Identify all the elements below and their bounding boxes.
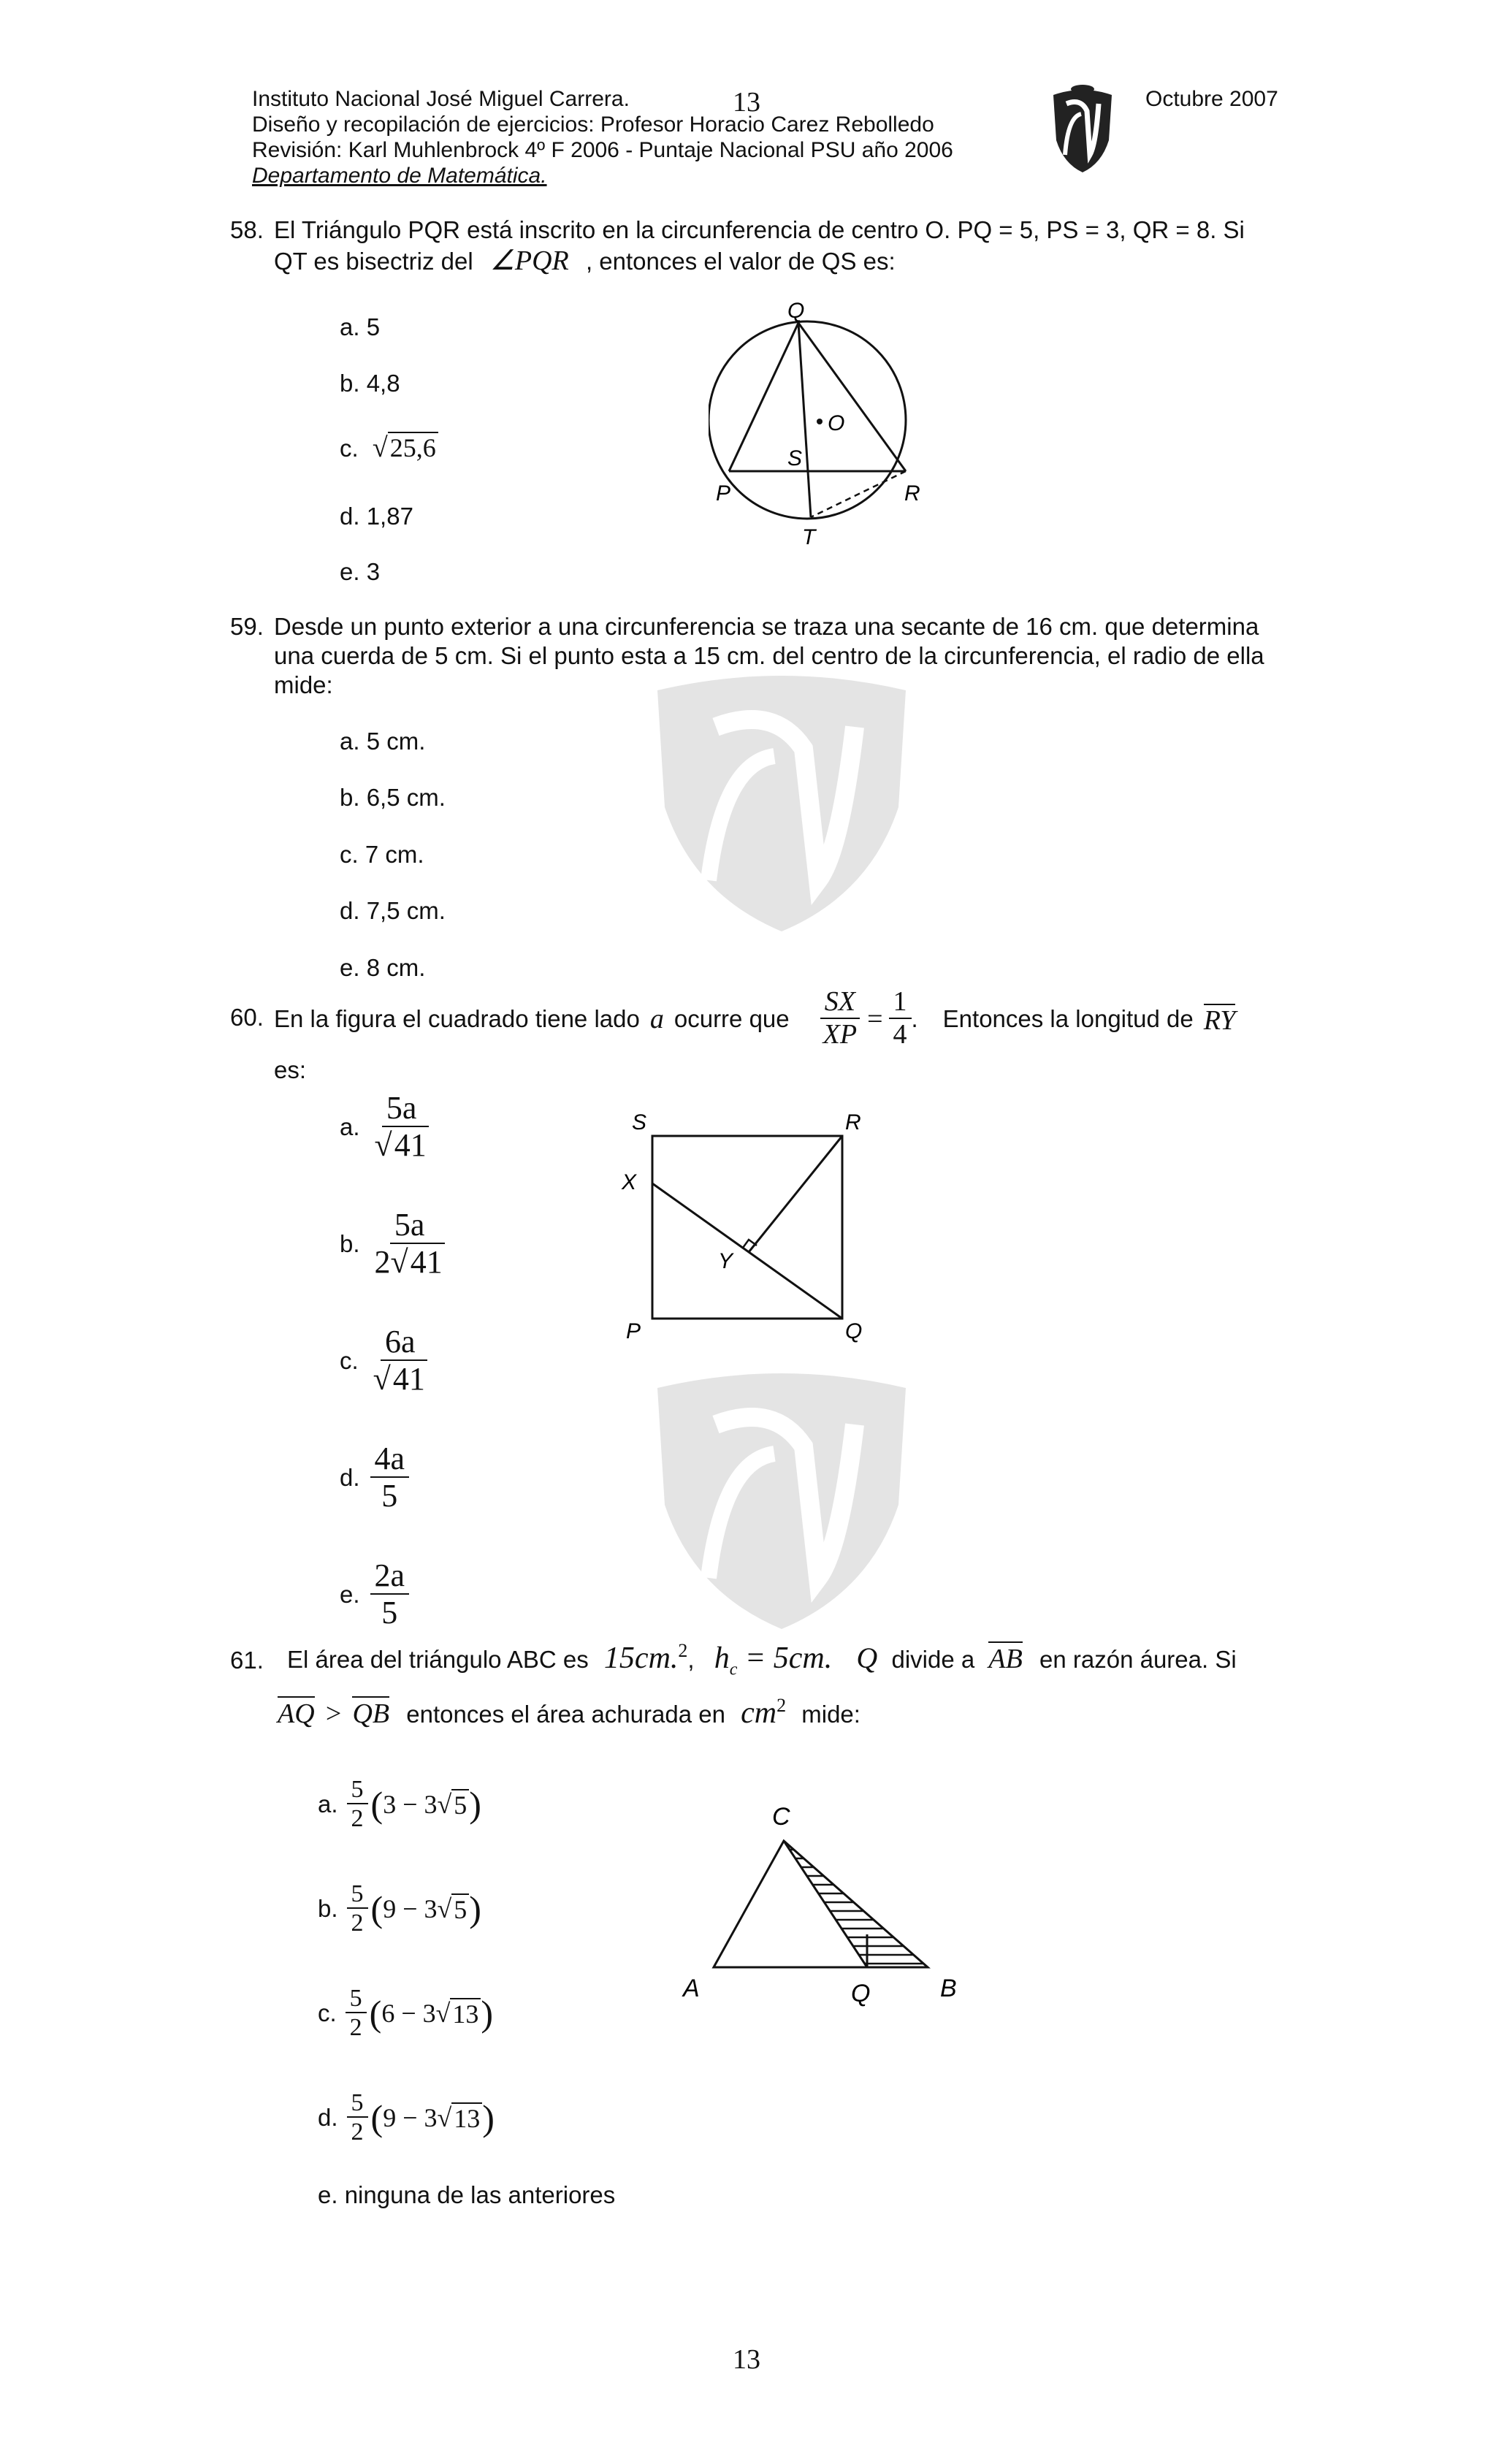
- label-p: P: [626, 1319, 641, 1343]
- segment-rt-dashed: [811, 471, 906, 517]
- center-dot: [817, 419, 823, 424]
- q61-option-b-root: 5: [451, 1893, 469, 1924]
- q60-option-c-root: 41: [391, 1359, 427, 1397]
- q61-option-d-inside: 9 − 3: [383, 2103, 438, 2132]
- triangle-abc: [714, 1841, 928, 1967]
- q58-option-b[interactable]: b. 4,8: [340, 370, 400, 397]
- q60-var-a: a: [649, 1004, 664, 1034]
- q61-height: [714, 1641, 833, 1679]
- label-q: Q: [851, 1980, 871, 2007]
- q61-option-b-label: b.: [318, 1895, 338, 1922]
- header-department: Departamento de Matemática.: [252, 164, 547, 188]
- q60-text-b: ocurre que: [673, 1005, 790, 1032]
- q60-option-b-root: 41: [408, 1243, 445, 1280]
- q60-number: 60.: [230, 1004, 264, 1031]
- q61-text-e: mide:: [801, 1701, 860, 1728]
- label-r: R: [845, 1110, 861, 1134]
- q61-text-line1: [287, 1636, 1237, 1684]
- q61-cm-exp: 2: [776, 1695, 787, 1716]
- q60-option-d-label: d.: [340, 1464, 360, 1491]
- q60-ratio-num: SX: [820, 987, 860, 1019]
- right-angle-mark: [743, 1240, 757, 1248]
- q61-text-c: en razón áurea. Si: [1039, 1646, 1237, 1673]
- q61-coef-den: 2: [351, 2118, 364, 2146]
- q61-option-d-root: 13: [451, 2102, 482, 2133]
- q60-option-e-num: 2a: [370, 1558, 410, 1595]
- watermark-crest-icon: [628, 1359, 935, 1636]
- q60-text-a: En la figura el cuadrado tiene lado: [274, 1005, 640, 1032]
- q59-option-d[interactable]: d. 7,5 cm.: [340, 897, 446, 924]
- q61-option-e[interactable]: e. ninguna de las anteriores: [318, 2181, 616, 2208]
- q61-area-exp: 2: [678, 1640, 688, 1661]
- segment-ry: [749, 1136, 842, 1252]
- q58-text-b: , entonces el valor de QS es:: [585, 248, 896, 275]
- sqrt-icon: √: [437, 2103, 452, 2132]
- q60-option-d-den: 5: [381, 1477, 398, 1514]
- hatched-area: [741, 1850, 961, 1964]
- q61-option-d-coef: [347, 2089, 368, 2146]
- q61-option-b[interactable]: b. $\frac{5}{2}$ ( 9 − 3 √ 5 ): [318, 1880, 481, 1937]
- q61-text-a: El área del triángulo ABC es: [287, 1646, 589, 1673]
- footer-page-number: 13: [733, 2344, 760, 2375]
- label-y: Y: [718, 1249, 733, 1273]
- q61-coef-num: 5: [347, 1880, 368, 1909]
- segment-qt: [798, 323, 811, 517]
- q58-text-line2: [274, 246, 896, 276]
- q59-option-a[interactable]: a. 5 cm.: [340, 728, 426, 755]
- label-o: O: [828, 411, 845, 435]
- label-q: Q: [845, 1319, 863, 1343]
- q61-coef-num: 5: [346, 1985, 367, 2013]
- q61-coef-den: 2: [351, 1910, 364, 1937]
- header-author: Diseño y recopilación de ejercicios: Profesor Horacio Carez Rebolledo: [252, 112, 934, 137]
- q58-figure-circle: [709, 296, 942, 555]
- q60-rhs-num: 1: [889, 987, 912, 1019]
- q60-option-b[interactable]: [340, 1204, 449, 1284]
- q60-option-c-num: 6a: [381, 1324, 420, 1361]
- q60-eq: =: [867, 1004, 883, 1034]
- sqrt-icon: √: [390, 1243, 408, 1280]
- q61-option-c[interactable]: c. $\frac{5}{2}$ ( 6 − 3 √ 13 ): [318, 1984, 494, 2042]
- q60-option-c[interactable]: [340, 1321, 432, 1401]
- q60-option-c-frac: [369, 1324, 432, 1398]
- q61-comma: ,: [687, 1646, 695, 1673]
- label-r: R: [904, 481, 920, 506]
- q59-text-line2: una cuerda de 5 cm. Si el punto esta a 15 cm. del centro de la circunferencia, el radio de ella: [274, 642, 1264, 669]
- q59-text-line1: Desde un punto exterior a una circunferencia se traza una secante de 16 cm. que determina: [274, 613, 1259, 640]
- q61-option-a-coef: [347, 1776, 368, 1833]
- label-s: S: [632, 1110, 647, 1134]
- q60-ratio: [819, 987, 861, 1050]
- q60-option-b-frac: [370, 1208, 449, 1281]
- q59-option-b[interactable]: b. 6,5 cm.: [340, 784, 446, 811]
- q60-figure-square: [617, 1103, 888, 1344]
- q61-option-a[interactable]: a. $\frac{5}{2}$ ( 3 − 3 √ 5 ): [318, 1775, 481, 1833]
- circumference: [709, 321, 906, 519]
- watermark-crest-icon: [628, 661, 935, 939]
- header-revision: Revisión: Karl Muhlenbrock 4º F 2006 - Puntaje Nacional PSU año 2006: [252, 138, 953, 162]
- q61-h-sub: c: [729, 1660, 738, 1679]
- q58-option-c-label: c.: [340, 435, 359, 462]
- q61-coef-num: 5: [347, 2089, 368, 2118]
- q60-option-a-num: 5a: [382, 1091, 421, 1127]
- q61-text-line2: [278, 1691, 860, 1729]
- q60-option-e-label: e.: [340, 1581, 360, 1608]
- q61-option-a-inside: 3 − 3: [383, 1790, 438, 1819]
- label-t: T: [802, 525, 816, 549]
- q61-option-b-inside: 9 − 3: [383, 1894, 438, 1923]
- q60-option-b-den-pre: 2: [374, 1243, 391, 1280]
- q59-option-e[interactable]: e. 8 cm.: [340, 954, 426, 981]
- header-institution: Instituto Nacional José Miguel Carrera.: [252, 87, 630, 111]
- sqrt-icon: √: [437, 1894, 452, 1923]
- q61-aq: AQ: [278, 1696, 315, 1729]
- q61-option-c-label: c.: [318, 1999, 337, 2026]
- q60-option-d-num: 4a: [370, 1441, 410, 1478]
- q60-option-a[interactable]: [340, 1087, 433, 1167]
- q60-option-c-label: c.: [340, 1347, 359, 1374]
- q60-ratio-den: XP: [823, 1019, 858, 1050]
- q61-coef-den: 2: [349, 2014, 362, 2042]
- q61-option-a-root: 5: [451, 1789, 469, 1820]
- q60-option-d[interactable]: [340, 1438, 409, 1518]
- label-q: Q: [787, 299, 805, 323]
- label-b: B: [940, 1975, 957, 2002]
- q61-number: 61.: [230, 1647, 264, 1674]
- q61-option-c-inside: 6 − 3: [381, 1999, 436, 2028]
- q60-option-d-frac: [370, 1441, 410, 1515]
- segment-xq: [652, 1183, 842, 1319]
- q60-option-e-den: 5: [381, 1594, 398, 1630]
- sqrt-icon: √: [435, 1999, 451, 2028]
- label-c: C: [772, 1803, 790, 1831]
- school-crest-icon: [1046, 82, 1119, 177]
- q61-q: Q: [856, 1641, 878, 1674]
- q61-option-d-label: d.: [318, 2104, 338, 2131]
- q58-text-line1: El Triángulo PQR está inscrito en la circunferencia de centro O. PQ = 5, PS = 3, QR = 8. Si: [274, 216, 1245, 243]
- q60-option-b-num: 5a: [390, 1208, 430, 1244]
- q58-option-c-root: 25,6: [388, 432, 438, 462]
- q59-text-line3: mide:: [274, 671, 333, 698]
- q60-dot: .: [911, 1005, 918, 1032]
- sqrt-icon: √: [374, 1126, 392, 1163]
- q58-option-d[interactable]: d. 1,87: [340, 503, 413, 530]
- q60-ratio-value: [889, 987, 912, 1050]
- q60-option-e-frac: [370, 1558, 410, 1632]
- q61-cm-unit: cm: [741, 1696, 777, 1730]
- q60-rhs-den: 4: [893, 1019, 907, 1050]
- q61-coef-num: 5: [347, 1776, 368, 1804]
- sqrt-icon: √: [372, 432, 388, 463]
- label-p: P: [716, 481, 731, 506]
- sqrt-icon: √: [437, 1790, 452, 1819]
- q58-text-a: QT es bisectriz del: [274, 248, 473, 275]
- q60-text-c: Entonces la longitud de: [942, 1005, 1194, 1032]
- square-pqrs: [652, 1136, 842, 1319]
- q58-angle: ∠PQR: [489, 245, 569, 276]
- q61-h: h: [714, 1641, 730, 1675]
- q60-option-a-frac: [370, 1091, 433, 1164]
- sqrt-icon: √: [373, 1360, 391, 1397]
- q61-area-value: 15cm.: [603, 1641, 679, 1675]
- q61-h-val: = 5cm.: [744, 1641, 833, 1675]
- q61-cm: [741, 1696, 786, 1730]
- q60-option-a-label: a.: [340, 1113, 360, 1140]
- header-date: Octubre 2007: [1145, 87, 1278, 111]
- q61-option-c-coef: [346, 1985, 367, 2042]
- q61-option-d[interactable]: d. $\frac{5}{2}$ ( 9 − 3 √ 13 ): [318, 2089, 495, 2146]
- q61-area: [604, 1641, 687, 1675]
- header-page-number: 13: [733, 87, 760, 118]
- label-s: S: [787, 446, 803, 470]
- q60-segment-ry: RY: [1203, 1004, 1236, 1036]
- q60-text-line1: [274, 979, 1235, 1059]
- q61-option-a-label: a.: [318, 1790, 338, 1818]
- label-x: X: [622, 1170, 637, 1194]
- q59-option-c[interactable]: c. 7 cm.: [340, 841, 424, 868]
- q59-number: 59.: [230, 613, 264, 640]
- q60-option-e[interactable]: [340, 1555, 409, 1635]
- q61-option-b-coef: [347, 1880, 368, 1937]
- q61-ab: AB: [988, 1641, 1022, 1674]
- q61-coef-den: 2: [351, 1805, 364, 1833]
- q58-option-e[interactable]: e. 3: [340, 558, 381, 585]
- q61-text-b: divide a: [891, 1646, 975, 1673]
- q61-option-c-root: 13: [450, 1998, 481, 2029]
- q61-figure-triangle: [668, 1788, 975, 2007]
- q60-option-a-root: 41: [392, 1126, 429, 1163]
- q58-option-c[interactable]: [340, 433, 438, 463]
- q60-option-b-label: b.: [340, 1230, 360, 1257]
- q61-gt: >: [325, 1698, 342, 1729]
- q60-text-line2: es:: [274, 1056, 307, 1083]
- q58-number: 58.: [230, 216, 264, 243]
- q61-text-d: entonces el área achurada en: [406, 1701, 725, 1728]
- q61-qb: QB: [352, 1696, 389, 1729]
- q58-option-a[interactable]: a. 5: [340, 313, 381, 340]
- label-a: A: [683, 1975, 700, 2002]
- segment-qr: [798, 323, 906, 471]
